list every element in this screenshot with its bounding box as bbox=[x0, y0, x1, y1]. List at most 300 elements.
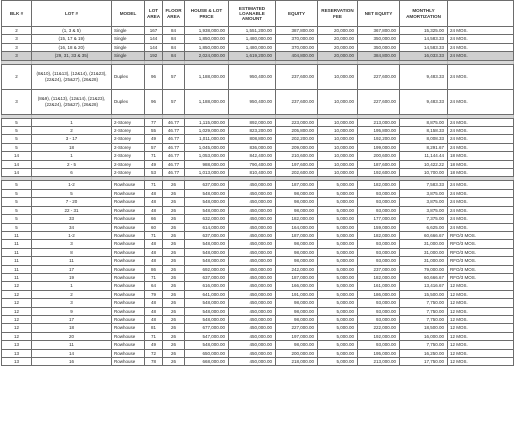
price-cell: 614,000.00 bbox=[185, 223, 229, 231]
loanable-cell: 450,000.00 bbox=[229, 265, 276, 273]
price-cell: 1,188,000.00 bbox=[185, 64, 229, 89]
reservation-fee-cell: 20,000.00 bbox=[318, 35, 358, 43]
reservation-fee-cell: 10,000.00 bbox=[318, 135, 358, 143]
term-cell: 12 MOS. bbox=[448, 307, 514, 315]
floor-area-cell: 26 bbox=[163, 265, 185, 273]
lot-area-cell: 96 bbox=[145, 64, 163, 89]
price-cell: 632,000.00 bbox=[185, 215, 229, 223]
amortization-cell: 7,750.00 bbox=[400, 307, 448, 315]
table-row bbox=[2, 273, 514, 281]
amortization-cell: 16,000.00 bbox=[400, 332, 448, 340]
loanable-cell: 842,400.00 bbox=[229, 152, 276, 160]
model-cell: Rowhouse bbox=[112, 257, 145, 265]
loanable-cell: 1,619,200.00 bbox=[229, 52, 276, 60]
term-cell: 24 MOS. bbox=[448, 64, 514, 89]
amortization-cell: 18,500.00 bbox=[400, 324, 448, 332]
blk-cell: 3 bbox=[2, 43, 32, 51]
lot-area-cell: 79 bbox=[145, 290, 163, 298]
header-equity: EQUITY bbox=[276, 1, 318, 27]
reservation-fee-cell: 10,000.00 bbox=[318, 127, 358, 135]
table-row bbox=[2, 143, 514, 151]
net-equity-cell: 93,000.00 bbox=[358, 198, 400, 206]
price-list-sheet bbox=[1, 0, 513, 433]
net-equity-cell: 192,600.00 bbox=[358, 169, 400, 177]
price-cell: 548,000.00 bbox=[185, 248, 229, 256]
blk-cell: 14 bbox=[2, 160, 32, 168]
model-cell: Rowhouse bbox=[112, 189, 145, 197]
lot-area-cell: 64 bbox=[145, 282, 163, 290]
lot-area-cell: 192 bbox=[145, 52, 163, 60]
lot-cell: 8 bbox=[32, 248, 112, 256]
amortization-cell: 7,750.00 bbox=[400, 299, 448, 307]
table-row bbox=[2, 52, 514, 60]
price-cell: 1,188,000.00 bbox=[185, 89, 229, 114]
lot-area-cell: 48 bbox=[145, 189, 163, 197]
loanable-cell: 450,000.00 bbox=[229, 315, 276, 323]
loanable-cell: 1,480,000.00 bbox=[229, 35, 276, 43]
price-cell: 548,000.00 bbox=[185, 307, 229, 315]
floor-area-cell: 26 bbox=[163, 215, 185, 223]
lot-area-cell: 71 bbox=[145, 273, 163, 281]
price-cell: 641,000.00 bbox=[185, 290, 229, 298]
price-cell: 548,000.00 bbox=[185, 206, 229, 214]
amortization-cell: 31,000.00 bbox=[400, 240, 448, 248]
model-cell: Duplex bbox=[112, 89, 145, 114]
table-body bbox=[2, 27, 514, 366]
blk-cell: 14 bbox=[2, 169, 32, 177]
term-cell: 12 MOS. bbox=[448, 282, 514, 290]
table-row bbox=[2, 341, 514, 349]
floor-area-cell: 57 bbox=[163, 89, 185, 114]
lot-cell: 2 - 5 bbox=[32, 160, 112, 168]
table-header-row bbox=[2, 1, 514, 27]
header-floor-area: FLOOR AREA bbox=[163, 1, 185, 27]
floor-area-cell: 46.77 bbox=[163, 152, 185, 160]
reservation-fee-cell: 10,000.00 bbox=[318, 64, 358, 89]
price-cell: 637,000.00 bbox=[185, 273, 229, 281]
blk-cell: 5 bbox=[2, 143, 32, 151]
loanable-cell: 450,000.00 bbox=[229, 299, 276, 307]
price-cell: 616,000.00 bbox=[185, 282, 229, 290]
lot-cell: 1-2 bbox=[32, 231, 112, 239]
floor-area-cell: 26 bbox=[163, 189, 185, 197]
table-row bbox=[2, 152, 514, 160]
term-cell: 12 MOS. bbox=[448, 332, 514, 340]
term-cell: 12 MOS. bbox=[448, 349, 514, 357]
price-cell: 1,013,000.00 bbox=[185, 169, 229, 177]
amortization-cell: 15,325.00 bbox=[400, 27, 448, 35]
lot-area-cell: 144 bbox=[145, 43, 163, 51]
equity-cell: 237,600.00 bbox=[276, 64, 318, 89]
blk-cell: 3 bbox=[2, 89, 32, 114]
blk-cell: 5 bbox=[2, 215, 32, 223]
header-house-lot-price: HOUSE & LOT PRICE bbox=[185, 1, 229, 27]
blk-cell: 5 bbox=[2, 189, 32, 197]
lot-cell: 17 bbox=[32, 315, 112, 323]
reservation-fee-cell: 5,000.00 bbox=[318, 248, 358, 256]
loanable-cell: 450,000.00 bbox=[229, 215, 276, 223]
table-row bbox=[2, 198, 514, 206]
term-cell: 18 MOS. bbox=[448, 152, 514, 160]
net-equity-cell: 192,000.00 bbox=[358, 332, 400, 340]
loanable-cell: 1,480,000.00 bbox=[229, 43, 276, 51]
term-cell: 24 MOS. bbox=[448, 27, 514, 35]
equity-cell: 98,000.00 bbox=[276, 299, 318, 307]
term-cell: 12 MOS. bbox=[448, 315, 514, 323]
floor-area-cell: 46.77 bbox=[163, 127, 185, 135]
header-term bbox=[448, 1, 514, 27]
reservation-fee-cell: 5,000.00 bbox=[318, 341, 358, 349]
lot-cell: 19 bbox=[32, 273, 112, 281]
header-reservation-fee: RESERVATION FEE bbox=[318, 1, 358, 27]
net-equity-cell: 93,000.00 bbox=[358, 240, 400, 248]
equity-cell: 191,000.00 bbox=[276, 290, 318, 298]
table-row bbox=[2, 35, 514, 43]
net-equity-cell: 213,000.00 bbox=[358, 118, 400, 126]
equity-cell: 98,000.00 bbox=[276, 189, 318, 197]
model-cell: Rowhouse bbox=[112, 358, 145, 366]
lot-cell: 17 bbox=[32, 265, 112, 273]
reservation-fee-cell: 5,000.00 bbox=[318, 282, 358, 290]
lot-cell: (29, 31, 33 & 35) bbox=[32, 52, 112, 60]
net-equity-cell: 222,000.00 bbox=[358, 324, 400, 332]
equity-cell: 187,000.00 bbox=[276, 231, 318, 239]
amortization-cell: 79,000.00 bbox=[400, 265, 448, 273]
blk-cell: 12 bbox=[2, 290, 32, 298]
blk-cell: 3 bbox=[2, 52, 32, 60]
term-cell: RFO/3 MOS. bbox=[448, 248, 514, 256]
blk-cell: 12 bbox=[2, 307, 32, 315]
loanable-cell: 950,400.00 bbox=[229, 64, 276, 89]
net-equity-cell: 227,600.00 bbox=[358, 64, 400, 89]
lot-area-cell: 81 bbox=[145, 324, 163, 332]
lot-area-cell: 49 bbox=[145, 160, 163, 168]
lot-cell: 1 bbox=[32, 118, 112, 126]
lot-area-cell: 71 bbox=[145, 181, 163, 189]
amortization-cell: 16,033.33 bbox=[400, 52, 448, 60]
reservation-fee-cell: 5,000.00 bbox=[318, 181, 358, 189]
model-cell: Single bbox=[112, 27, 145, 35]
model-cell: Rowhouse bbox=[112, 282, 145, 290]
lot-cell: 18 bbox=[32, 324, 112, 332]
table-row bbox=[2, 43, 514, 51]
blk-cell: 2 bbox=[2, 27, 32, 35]
model-cell: Rowhouse bbox=[112, 215, 145, 223]
term-cell: RFO/3 MOS. bbox=[448, 240, 514, 248]
lot-cell: (16, 18 & 20) bbox=[32, 43, 112, 51]
lot-cell: 2 bbox=[32, 127, 112, 135]
equity-cell: 166,000.00 bbox=[276, 282, 318, 290]
table-row bbox=[2, 240, 514, 248]
equity-cell: 387,800.00 bbox=[276, 27, 318, 35]
model-cell: 2-Storey bbox=[112, 152, 145, 160]
net-equity-cell: 213,000.00 bbox=[358, 358, 400, 366]
table-row bbox=[2, 358, 514, 366]
price-cell: 548,000.00 bbox=[185, 240, 229, 248]
reservation-fee-cell: 5,000.00 bbox=[318, 257, 358, 265]
floor-area-cell: 46.77 bbox=[163, 135, 185, 143]
blk-cell: 11 bbox=[2, 231, 32, 239]
amortization-cell: 9,483.33 bbox=[400, 64, 448, 89]
price-cell: 650,000.00 bbox=[185, 349, 229, 357]
table-row bbox=[2, 257, 514, 265]
equity-cell: 182,000.00 bbox=[276, 215, 318, 223]
model-cell: Rowhouse bbox=[112, 248, 145, 256]
price-cell: 548,000.00 bbox=[185, 341, 229, 349]
reservation-fee-cell: 10,000.00 bbox=[318, 89, 358, 114]
floor-area-cell: 26 bbox=[163, 315, 185, 323]
model-cell: Rowhouse bbox=[112, 349, 145, 357]
model-cell: Single bbox=[112, 43, 145, 51]
term-cell: 12 MOS. bbox=[448, 341, 514, 349]
reservation-fee-cell: 5,000.00 bbox=[318, 349, 358, 357]
lot-cell: 34 bbox=[32, 223, 112, 231]
amortization-cell: 7,750.00 bbox=[400, 341, 448, 349]
term-cell: RFO/3 MOS. bbox=[448, 257, 514, 265]
price-cell: 988,000.00 bbox=[185, 160, 229, 168]
lot-area-cell: 48 bbox=[145, 198, 163, 206]
floor-area-cell: 84 bbox=[163, 27, 185, 35]
reservation-fee-cell: 5,000.00 bbox=[318, 358, 358, 366]
blk-cell: 11 bbox=[2, 257, 32, 265]
floor-area-cell: 46.77 bbox=[163, 160, 185, 168]
table-row bbox=[2, 290, 514, 298]
equity-cell: 370,000.00 bbox=[276, 43, 318, 51]
loanable-cell: 836,000.00 bbox=[229, 143, 276, 151]
header-monthly-amortization: MONTHLY AMORTIZATION bbox=[400, 1, 448, 27]
price-cell: 1,053,000.00 bbox=[185, 152, 229, 160]
reservation-fee-cell: 5,000.00 bbox=[318, 332, 358, 340]
lot-area-cell: 48 bbox=[145, 315, 163, 323]
equity-cell: 164,000.00 bbox=[276, 223, 318, 231]
equity-cell: 98,000.00 bbox=[276, 198, 318, 206]
blk-cell: 11 bbox=[2, 248, 32, 256]
term-cell: 24 MOS. bbox=[448, 135, 514, 143]
term-cell: RFO/3 MOS. bbox=[448, 273, 514, 281]
net-equity-cell: 195,800.00 bbox=[358, 127, 400, 135]
price-cell: 668,000.00 bbox=[185, 358, 229, 366]
equity-cell: 209,000.00 bbox=[276, 143, 318, 151]
term-cell: 18 MOS. bbox=[448, 169, 514, 177]
lot-cell: 16 bbox=[32, 358, 112, 366]
equity-cell: 98,000.00 bbox=[276, 341, 318, 349]
lot-area-cell: 48 bbox=[145, 307, 163, 315]
loanable-cell: 808,800.00 bbox=[229, 135, 276, 143]
blk-cell: 12 bbox=[2, 282, 32, 290]
lot-area-cell: 167 bbox=[145, 27, 163, 35]
equity-cell: 187,000.00 bbox=[276, 181, 318, 189]
equity-cell: 210,600.00 bbox=[276, 152, 318, 160]
reservation-fee-cell: 5,000.00 bbox=[318, 290, 358, 298]
floor-area-cell: 26 bbox=[163, 257, 185, 265]
lot-cell: 11 bbox=[32, 341, 112, 349]
lot-area-cell: 48 bbox=[145, 248, 163, 256]
floor-area-cell: 26 bbox=[163, 198, 185, 206]
table-row bbox=[2, 315, 514, 323]
table-row bbox=[2, 118, 514, 126]
lot-area-cell: 86 bbox=[145, 265, 163, 273]
loanable-cell: 450,000.00 bbox=[229, 257, 276, 265]
lot-area-cell: 48 bbox=[145, 299, 163, 307]
floor-area-cell: 26 bbox=[163, 332, 185, 340]
reservation-fee-cell: 5,000.00 bbox=[318, 299, 358, 307]
net-equity-cell: 199,000.00 bbox=[358, 143, 400, 151]
net-equity-cell: 367,800.00 bbox=[358, 27, 400, 35]
blk-cell: 14 bbox=[2, 152, 32, 160]
equity-cell: 223,000.00 bbox=[276, 118, 318, 126]
reservation-fee-cell: 5,000.00 bbox=[318, 206, 358, 214]
lot-cell: 14 bbox=[32, 349, 112, 357]
blk-cell: 12 bbox=[2, 299, 32, 307]
model-cell: Rowhouse bbox=[112, 332, 145, 340]
equity-cell: 197,000.00 bbox=[276, 332, 318, 340]
price-cell: 548,000.00 bbox=[185, 315, 229, 323]
blk-cell: 5 bbox=[2, 198, 32, 206]
table-row bbox=[2, 181, 514, 189]
loanable-cell: 450,000.00 bbox=[229, 282, 276, 290]
net-equity-cell: 93,000.00 bbox=[358, 189, 400, 197]
amortization-cell: 3,875.00 bbox=[400, 206, 448, 214]
reservation-fee-cell: 10,000.00 bbox=[318, 118, 358, 126]
term-cell: 24 MOS. bbox=[448, 43, 514, 51]
term-cell: 12 MOS. bbox=[448, 358, 514, 366]
blk-cell: 13 bbox=[2, 349, 32, 357]
floor-area-cell: 26 bbox=[163, 290, 185, 298]
table-row bbox=[2, 332, 514, 340]
amortization-cell: 8,008.33 bbox=[400, 135, 448, 143]
price-cell: 547,000.00 bbox=[185, 332, 229, 340]
amortization-cell: 7,375.00 bbox=[400, 215, 448, 223]
loanable-cell: 823,200.00 bbox=[229, 127, 276, 135]
lot-cell: 1 bbox=[32, 282, 112, 290]
price-cell: 1,011,000.00 bbox=[185, 135, 229, 143]
lot-area-cell: 71 bbox=[145, 231, 163, 239]
blk-cell: 5 bbox=[2, 206, 32, 214]
lot-cell: 20 bbox=[32, 332, 112, 340]
model-cell: 2-Storey bbox=[112, 135, 145, 143]
loanable-cell: 1,551,200.00 bbox=[229, 27, 276, 35]
header-lot-area: LOT AREA bbox=[145, 1, 163, 27]
header-net-equity: NET EQUITY bbox=[358, 1, 400, 27]
table-row bbox=[2, 127, 514, 135]
reservation-fee-cell: 20,000.00 bbox=[318, 43, 358, 51]
loanable-cell: 450,000.00 bbox=[229, 223, 276, 231]
floor-area-cell: 26 bbox=[163, 273, 185, 281]
model-cell: Rowhouse bbox=[112, 290, 145, 298]
price-cell: 2,024,000.00 bbox=[185, 52, 229, 60]
model-cell: Rowhouse bbox=[112, 307, 145, 315]
reservation-fee-cell: 5,000.00 bbox=[318, 307, 358, 315]
floor-area-cell: 46.77 bbox=[163, 118, 185, 126]
lot-area-cell: 49 bbox=[145, 341, 163, 349]
model-cell: 2-Storey bbox=[112, 169, 145, 177]
term-cell: 24 MOS. bbox=[448, 143, 514, 151]
equity-cell: 202,600.00 bbox=[276, 169, 318, 177]
table-row bbox=[2, 299, 514, 307]
term-cell: 12 MOS. bbox=[448, 299, 514, 307]
amortization-cell: 17,750.00 bbox=[400, 358, 448, 366]
lot-area-cell: 55 bbox=[145, 127, 163, 135]
lot-area-cell: 66 bbox=[145, 215, 163, 223]
term-cell: 24 MOS. bbox=[448, 189, 514, 197]
term-cell: 24 MOS. bbox=[448, 223, 514, 231]
equity-cell: 98,000.00 bbox=[276, 315, 318, 323]
lot-area-cell: 77 bbox=[145, 118, 163, 126]
model-cell: Rowhouse bbox=[112, 223, 145, 231]
equity-cell: 370,000.00 bbox=[276, 35, 318, 43]
model-cell: Rowhouse bbox=[112, 299, 145, 307]
price-cell: 548,000.00 bbox=[185, 299, 229, 307]
blk-cell: 11 bbox=[2, 273, 32, 281]
model-cell: Rowhouse bbox=[112, 240, 145, 248]
table-row bbox=[2, 206, 514, 214]
price-cell: 1,938,000.00 bbox=[185, 27, 229, 35]
model-cell: Rowhouse bbox=[112, 341, 145, 349]
price-cell: 1,045,000.00 bbox=[185, 143, 229, 151]
equity-cell: 218,000.00 bbox=[276, 358, 318, 366]
model-cell: 2-Storey bbox=[112, 127, 145, 135]
loanable-cell: 450,000.00 bbox=[229, 273, 276, 281]
reservation-fee-cell: 10,000.00 bbox=[318, 143, 358, 151]
amortization-cell: 8,875.00 bbox=[400, 118, 448, 126]
price-cell: 548,000.00 bbox=[185, 198, 229, 206]
term-cell: 24 MOS. bbox=[448, 52, 514, 60]
lot-cell: 18 bbox=[32, 143, 112, 151]
price-cell: 1,029,000.00 bbox=[185, 127, 229, 135]
floor-area-cell: 26 bbox=[163, 223, 185, 231]
term-cell: 24 MOS. bbox=[448, 181, 514, 189]
floor-area-cell: 26 bbox=[163, 206, 185, 214]
table-row bbox=[2, 160, 514, 168]
reservation-fee-cell: 5,000.00 bbox=[318, 324, 358, 332]
model-cell: Rowhouse bbox=[112, 273, 145, 281]
net-equity-cell: 187,600.00 bbox=[358, 160, 400, 168]
amortization-cell: 13,416.67 bbox=[400, 282, 448, 290]
lot-cell: 3 bbox=[32, 299, 112, 307]
lot-cell: 2 bbox=[32, 290, 112, 298]
floor-area-cell: 46.77 bbox=[163, 143, 185, 151]
table-row bbox=[2, 231, 514, 239]
floor-area-cell: 26 bbox=[163, 231, 185, 239]
loanable-cell: 450,000.00 bbox=[229, 307, 276, 315]
model-cell: Rowhouse bbox=[112, 324, 145, 332]
amortization-cell: 60,666.67 bbox=[400, 231, 448, 239]
table-row bbox=[2, 135, 514, 143]
net-equity-cell: 192,200.00 bbox=[358, 135, 400, 143]
lot-cell: 3 bbox=[32, 240, 112, 248]
net-equity-cell: 350,000.00 bbox=[358, 43, 400, 51]
blk-cell: 5 bbox=[2, 118, 32, 126]
floor-area-cell: 26 bbox=[163, 181, 185, 189]
table-row bbox=[2, 307, 514, 315]
floor-area-cell: 26 bbox=[163, 299, 185, 307]
floor-area-cell: 57 bbox=[163, 64, 185, 89]
reservation-fee-cell: 20,000.00 bbox=[318, 27, 358, 35]
amortization-cell: 6,625.00 bbox=[400, 223, 448, 231]
lot-cell: 3 - 17 bbox=[32, 135, 112, 143]
model-cell: 2-Storey bbox=[112, 118, 145, 126]
floor-area-cell: 84 bbox=[163, 52, 185, 60]
term-cell: RFO/3 MOS. bbox=[448, 265, 514, 273]
reservation-fee-cell: 5,000.00 bbox=[318, 273, 358, 281]
amortization-cell: 16,250.00 bbox=[400, 349, 448, 357]
lot-area-cell: 78 bbox=[145, 358, 163, 366]
table-row bbox=[2, 349, 514, 357]
term-cell: 24 MOS. bbox=[448, 89, 514, 114]
equity-cell: 200,000.00 bbox=[276, 349, 318, 357]
blk-cell: 5 bbox=[2, 223, 32, 231]
header-model: MODEL bbox=[112, 1, 145, 27]
